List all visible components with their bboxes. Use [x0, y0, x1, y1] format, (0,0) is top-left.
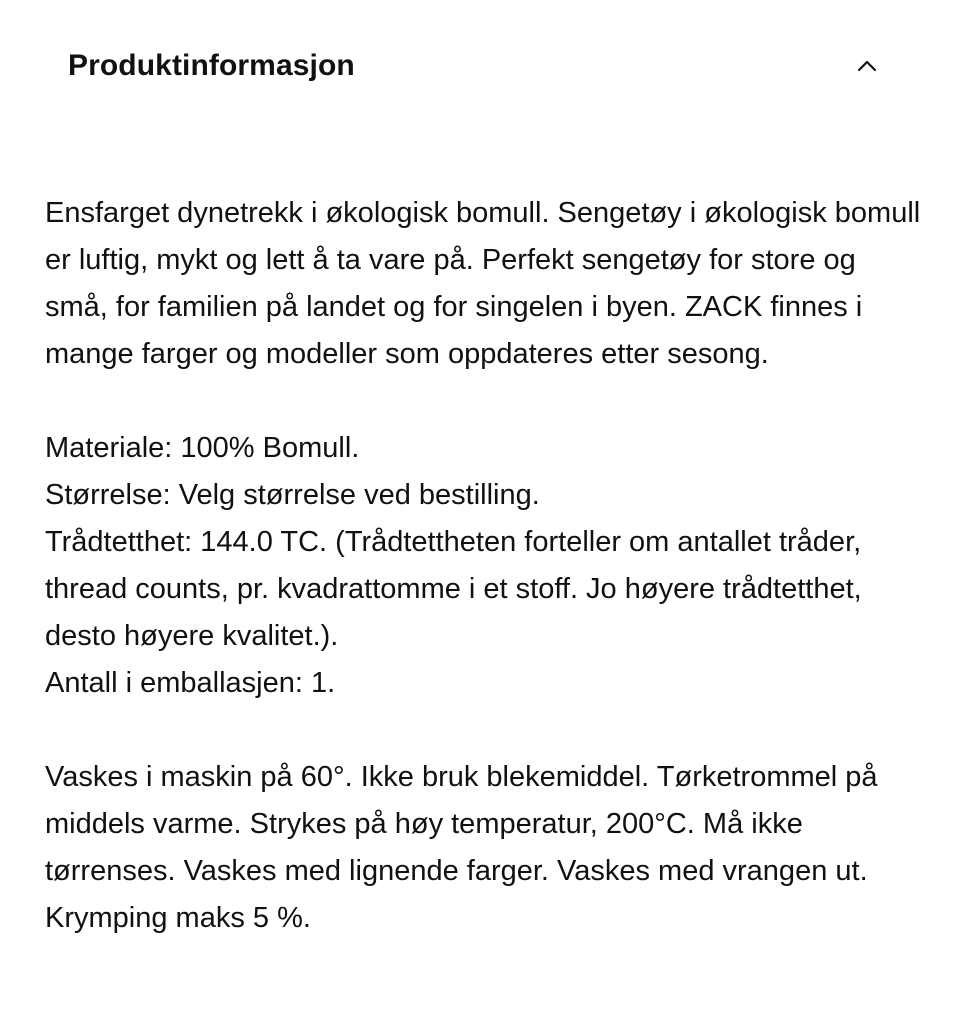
chevron-up-icon[interactable] — [853, 52, 881, 80]
spec-thread-count: Trådtetthet: 144.0 TC. (Trådtettheten forteller om antallet tråder, thread counts, pr. kvadrattomme i et stoff. Jo høyere trådtetthet, desto høyere kvalitet.). — [45, 526, 862, 652]
care-instructions: Vaskes i maskin på 60°. Ikke bruk blekemiddel. Tørketrommel på middels varme. Strykes på høy temperatur, 200°C. Må ikke tørrenses. Vaskes med lignende farger. Vaskes med vrangen ut. Krymping maks 5 %. — [45, 761, 878, 934]
spec-material: Materiale: 100% Bomull. — [45, 432, 360, 464]
accordion-title: Produktinformasjon — [68, 49, 355, 82]
product-description: Ensfarget dynetrekk i økologisk bomull. Sengetøy i økologisk bomull er luftig, mykt og lett å ta vare på. Perfekt sengetøy for store og små, for familien på landet og for singelen i byen. ZACK finnes i mange farger og modeller som oppdateres etter sesong. — [45, 197, 921, 370]
spec-size: Størrelse: Velg størrelse ved bestilling. — [45, 479, 540, 511]
product-info-accordion-header[interactable] — [0, 0, 960, 134]
specs-block — [45, 425, 925, 707]
product-info-content — [45, 190, 925, 942]
description-block — [45, 190, 925, 378]
care-block — [45, 754, 925, 942]
spec-package-quantity: Antall i emballasjen: 1. — [45, 667, 336, 699]
